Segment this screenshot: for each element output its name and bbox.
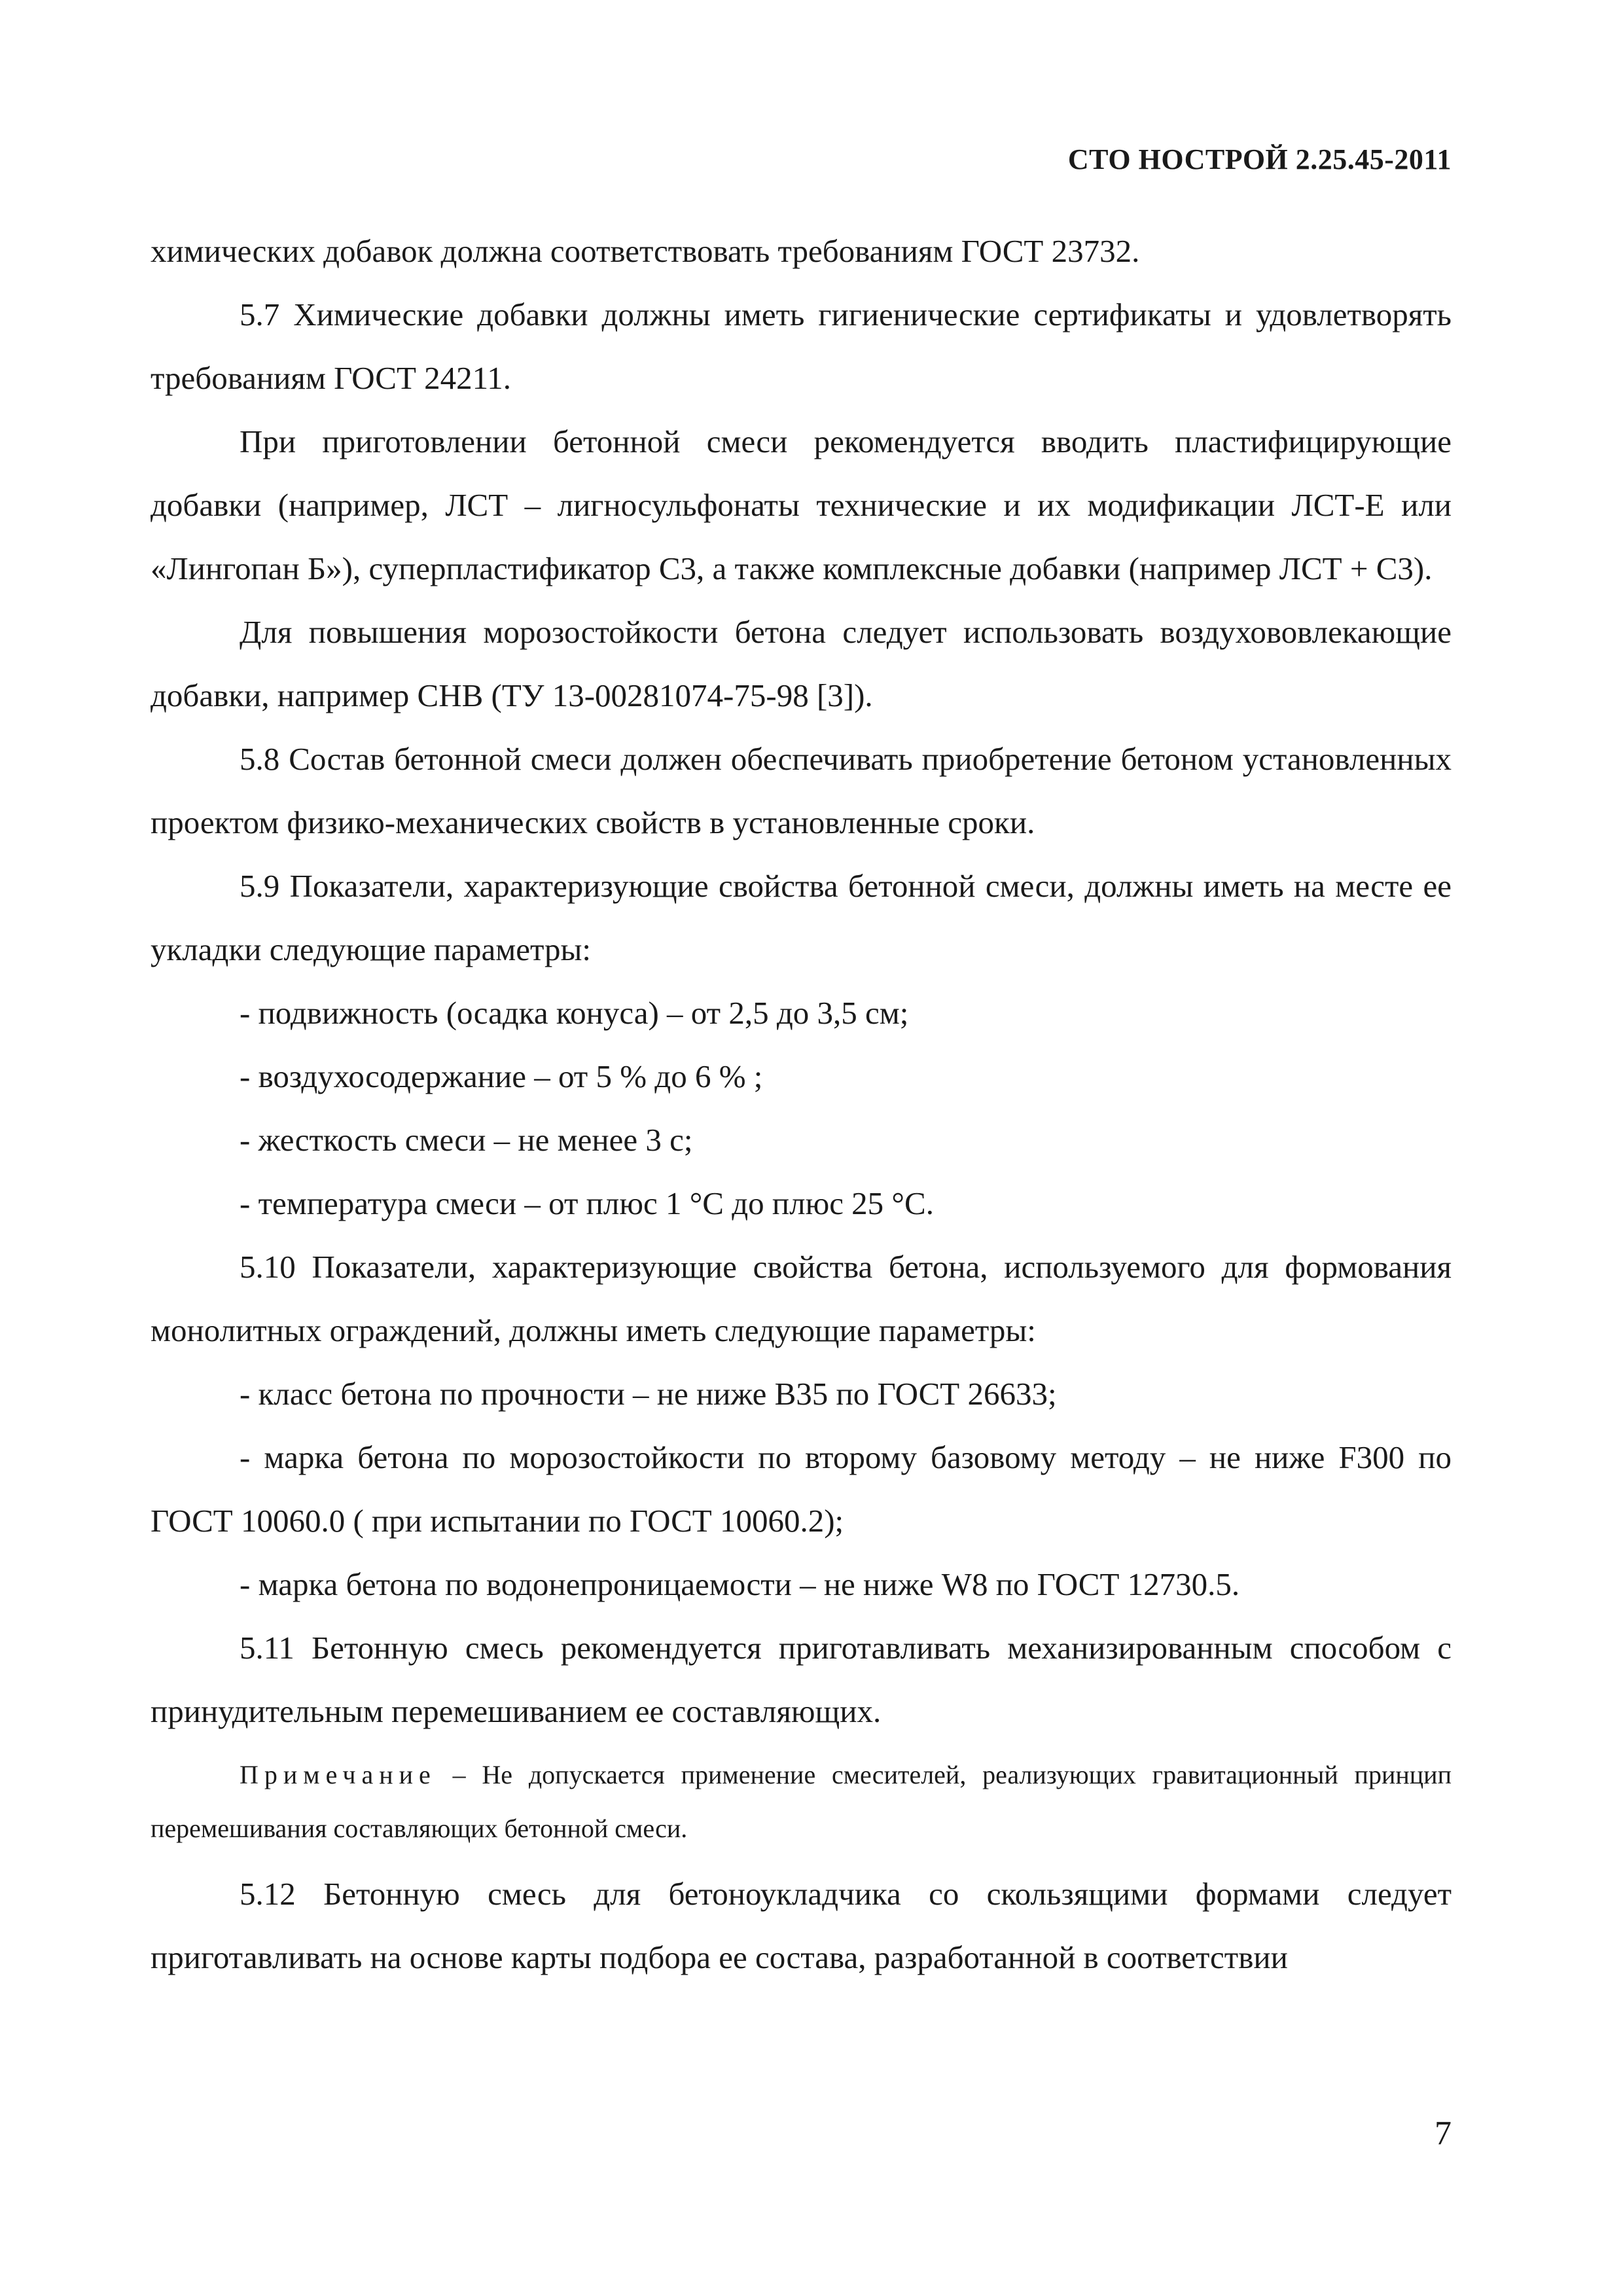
paragraph-5-11: 5.11 Бетонную смесь рекомендуется приготавливать механизированным способом с принудительным перемешиванием ее составляющих.: [151, 1630, 1452, 1729]
paragraph-5-9: 5.9 Показатели, характеризующие свойства бетонной смеси, должны иметь на месте ее укладки следующие параметры:: [151, 868, 1452, 967]
list-item-frost-grade: - марка бетона по морозостойкости по второму базовому методу – не ниже F300 по ГОСТ 10060.0 ( при испытании по ГОСТ 10060.2);: [151, 1439, 1452, 1539]
paragraph-5-8: 5.8 Состав бетонной смеси должен обеспечивать приобретение бетоном установленных проектом физико-механических свойств в установленные сроки.: [151, 741, 1452, 840]
page-number: 7: [1435, 2115, 1452, 2152]
list-item-air-content: - воздухосодержание – от 5 % до 6 % ;: [240, 1058, 763, 1094]
paragraph-5-12: 5.12 Бетонную смесь для бетоноукладчика со скользящими формами следует приготавливать на основе карты подбора ее состава, разработанной в соответствии: [151, 1876, 1452, 1975]
paragraph-5-7: 5.7 Химические добавки должны иметь гигиенические сертификаты и удовлетворять требованиям ГОСТ 24211.: [151, 296, 1452, 396]
paragraph-5-10: 5.10 Показатели, характеризующие свойства бетона, используемого для формования монолитных ограждений, должны иметь следующие параметры:: [151, 1249, 1452, 1348]
paragraph-frost-resistance: Для повышения морозостойкости бетона следует использовать воздухововлекающие добавки, например СНВ (ТУ 13-00281074-75-98 [3]).: [151, 614, 1452, 713]
note: [151, 1748, 1452, 1856]
list-item-temperature: - температура смеси – от плюс 1 °С до плюс 25 °С.: [240, 1185, 934, 1221]
note-text: – Не допускается применение смесителей, реализующих гравитационный принцип перемешивания составляющих бетонной смеси.: [151, 1760, 1452, 1843]
note-label: Примечание: [240, 1760, 437, 1789]
list-item-mobility: - подвижность (осадка конуса) – от 2,5 до 3,5 см;: [240, 995, 909, 1031]
list-item-stiffness: - жесткость смеси – не менее 3 с;: [240, 1122, 693, 1158]
document-body: [151, 219, 1452, 1989]
list-item-water-resistance: - марка бетона по водонепроницаемости – не ниже W8 по ГОСТ 12730.5.: [240, 1566, 1240, 1602]
document-code-header: СТО НОСТРОЙ 2.25.45-2011: [1067, 143, 1452, 175]
paragraph-plasticizers: При приготовлении бетонной смеси рекомендуется вводить пластифицирующие добавки (например, ЛСТ – лигносульфонаты технические и их модификации ЛСТ-Е или «Лингопан Б»), суперпластификатор С3, а также комплексные добавки (например ЛСТ + С3).: [151, 423, 1452, 586]
paragraph-continuation: химических добавок должна соответствовать требованиям ГОСТ 23732.: [151, 233, 1140, 269]
list-item-strength-class: - класс бетона по прочности – не ниже В35 по ГОСТ 26633;: [240, 1376, 1057, 1412]
